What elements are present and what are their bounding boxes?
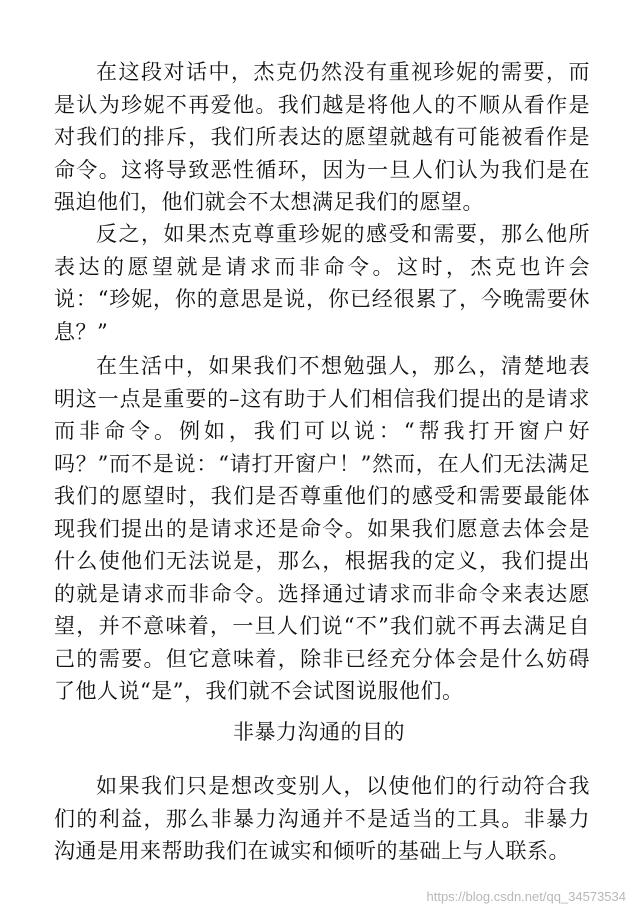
paragraph-2: 反之，如果杰克尊重珍妮的感受和需要，那么他所表达的愿望就是请求而非命令。这时，杰克也许会说：“珍妮，你的意思是说，你已经很累了，今晚需要休息？” [54,222,590,344]
section-paragraph: 如果我们只是想改变别人，以使他们的行动符合我们的利益，那么非暴力沟通并不是适当的工具。非暴力沟通是用来帮助我们在诚实和倾听的基础上与人联系。 [54,774,590,863]
watermark-url: https://blog.csdn.net/qq_34573534 [426,889,626,904]
paragraph-1: 在这段对话中，杰克仍然没有重视珍妮的需要，而是认为珍妮不再爱他。我们越是将他人的不顺从看作是对我们的排斥，我们所表达的愿望就越有可能被看作是命令。这将导致恶性循环，因为一旦人们认为我们是在强迫他们，他们就会不太想满足我们的愿望。 [54,60,590,214]
paragraph-3: 在生活中，如果我们不想勉强人，那么，清楚地表明这一点是重要的–这有助于人们相信我们提出的是请求而非命令。例如，我们可以说：“帮我打开窗户好吗？”而不是说：“请打开窗户！”然而，在人们无法满足我们的愿望时，我们是否尊重他们的感受和需要最能体现我们提出的是请求还是命令。如果我们愿意去体会是什么使他们无法说是，那么，根据我的定义，我们提出的就是请求而非命令。选择通过请求而非命令来表达愿望，并不意味着，一旦人们说“不”我们就不再去满足自己的需要。但它意味着，除非已经充分体会是什么妨碍了他人说“是”，我们就不会试图说服他们。 [54,354,590,703]
section-heading: 非暴力沟通的目的 [233,720,405,744]
